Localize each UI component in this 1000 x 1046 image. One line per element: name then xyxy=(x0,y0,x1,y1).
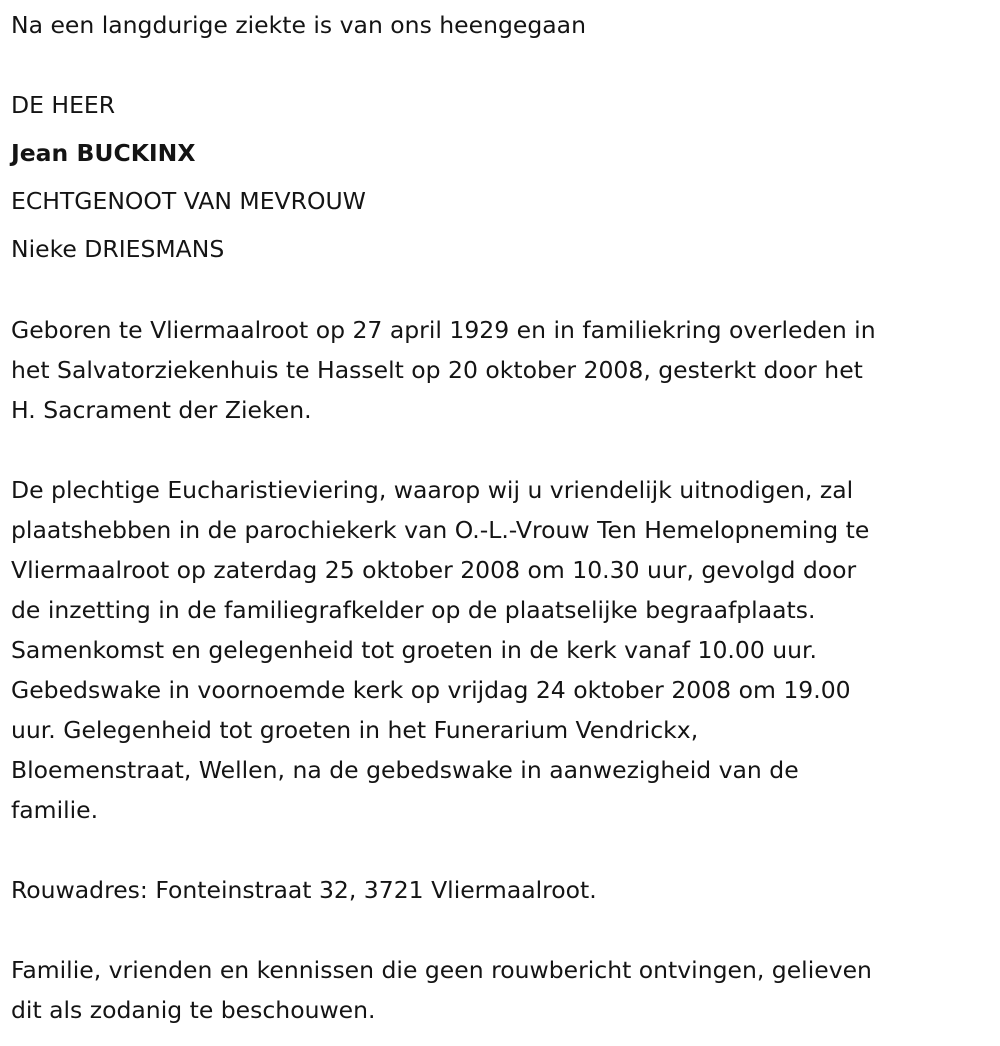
ceremony-paragraph xyxy=(11,470,869,830)
text-line: Rouwadres: Fonteinstraat 32, 3721 Vliermaalroot. xyxy=(11,876,597,904)
text-line: uur. Gelegenheid tot groeten in het Funerarium Vendrickx, xyxy=(11,716,699,744)
text-line: de inzetting in de familiegrafkelder op de plaatselijke begraafplaats. xyxy=(11,596,816,624)
relation: ECHTGENOOT VAN MEVROUW xyxy=(11,187,366,215)
text-line: het Salvatorziekenhuis te Hasselt op 20 oktober 2008, gesterkt door het xyxy=(11,356,863,384)
spouse-name: Nieke DRIESMANS xyxy=(11,235,225,263)
title: DE HEER xyxy=(11,91,116,119)
closing-paragraph xyxy=(11,950,872,1030)
text-line: Geboren te Vliermaalroot op 27 april 1929 en in familiekring overleden in xyxy=(11,316,876,344)
text-line: Samenkomst en gelegenheid tot groeten in de kerk vanaf 10.00 uur. xyxy=(11,636,818,664)
text-line: De plechtige Eucharistieviering, waarop wij u vriendelijk uitnodigen, zal xyxy=(11,476,854,504)
text-line: dit als zodanig te beschouwen. xyxy=(11,996,376,1024)
text-line: familie. xyxy=(11,796,99,824)
text-line: Bloemenstraat, Wellen, na de gebedswake in aanwezigheid van de xyxy=(11,756,799,784)
text-line: Familie, vrienden en kennissen die geen rouwbericht ontvingen, gelieven xyxy=(11,956,872,984)
deceased-name: Jean BUCKINX xyxy=(11,139,196,167)
birth-death-paragraph xyxy=(11,310,876,430)
text-line: plaatshebben in de parochiekerk van O.-L.-Vrouw Ten Hemelopneming te xyxy=(11,516,870,544)
address-paragraph xyxy=(11,870,597,910)
text-line: Vliermaalroot op zaterdag 25 oktober 2008 om 10.30 uur, gevolgd door xyxy=(11,556,857,584)
text-line: H. Sacrament der Zieken. xyxy=(11,396,312,424)
intro-text xyxy=(11,5,586,45)
text-line: Gebedswake in voornoemde kerk op vrijdag 24 oktober 2008 om 19.00 xyxy=(11,676,851,704)
intro-line: Na een langdurige ziekte is van ons heengegaan xyxy=(11,11,586,39)
deceased-heading xyxy=(11,81,366,273)
